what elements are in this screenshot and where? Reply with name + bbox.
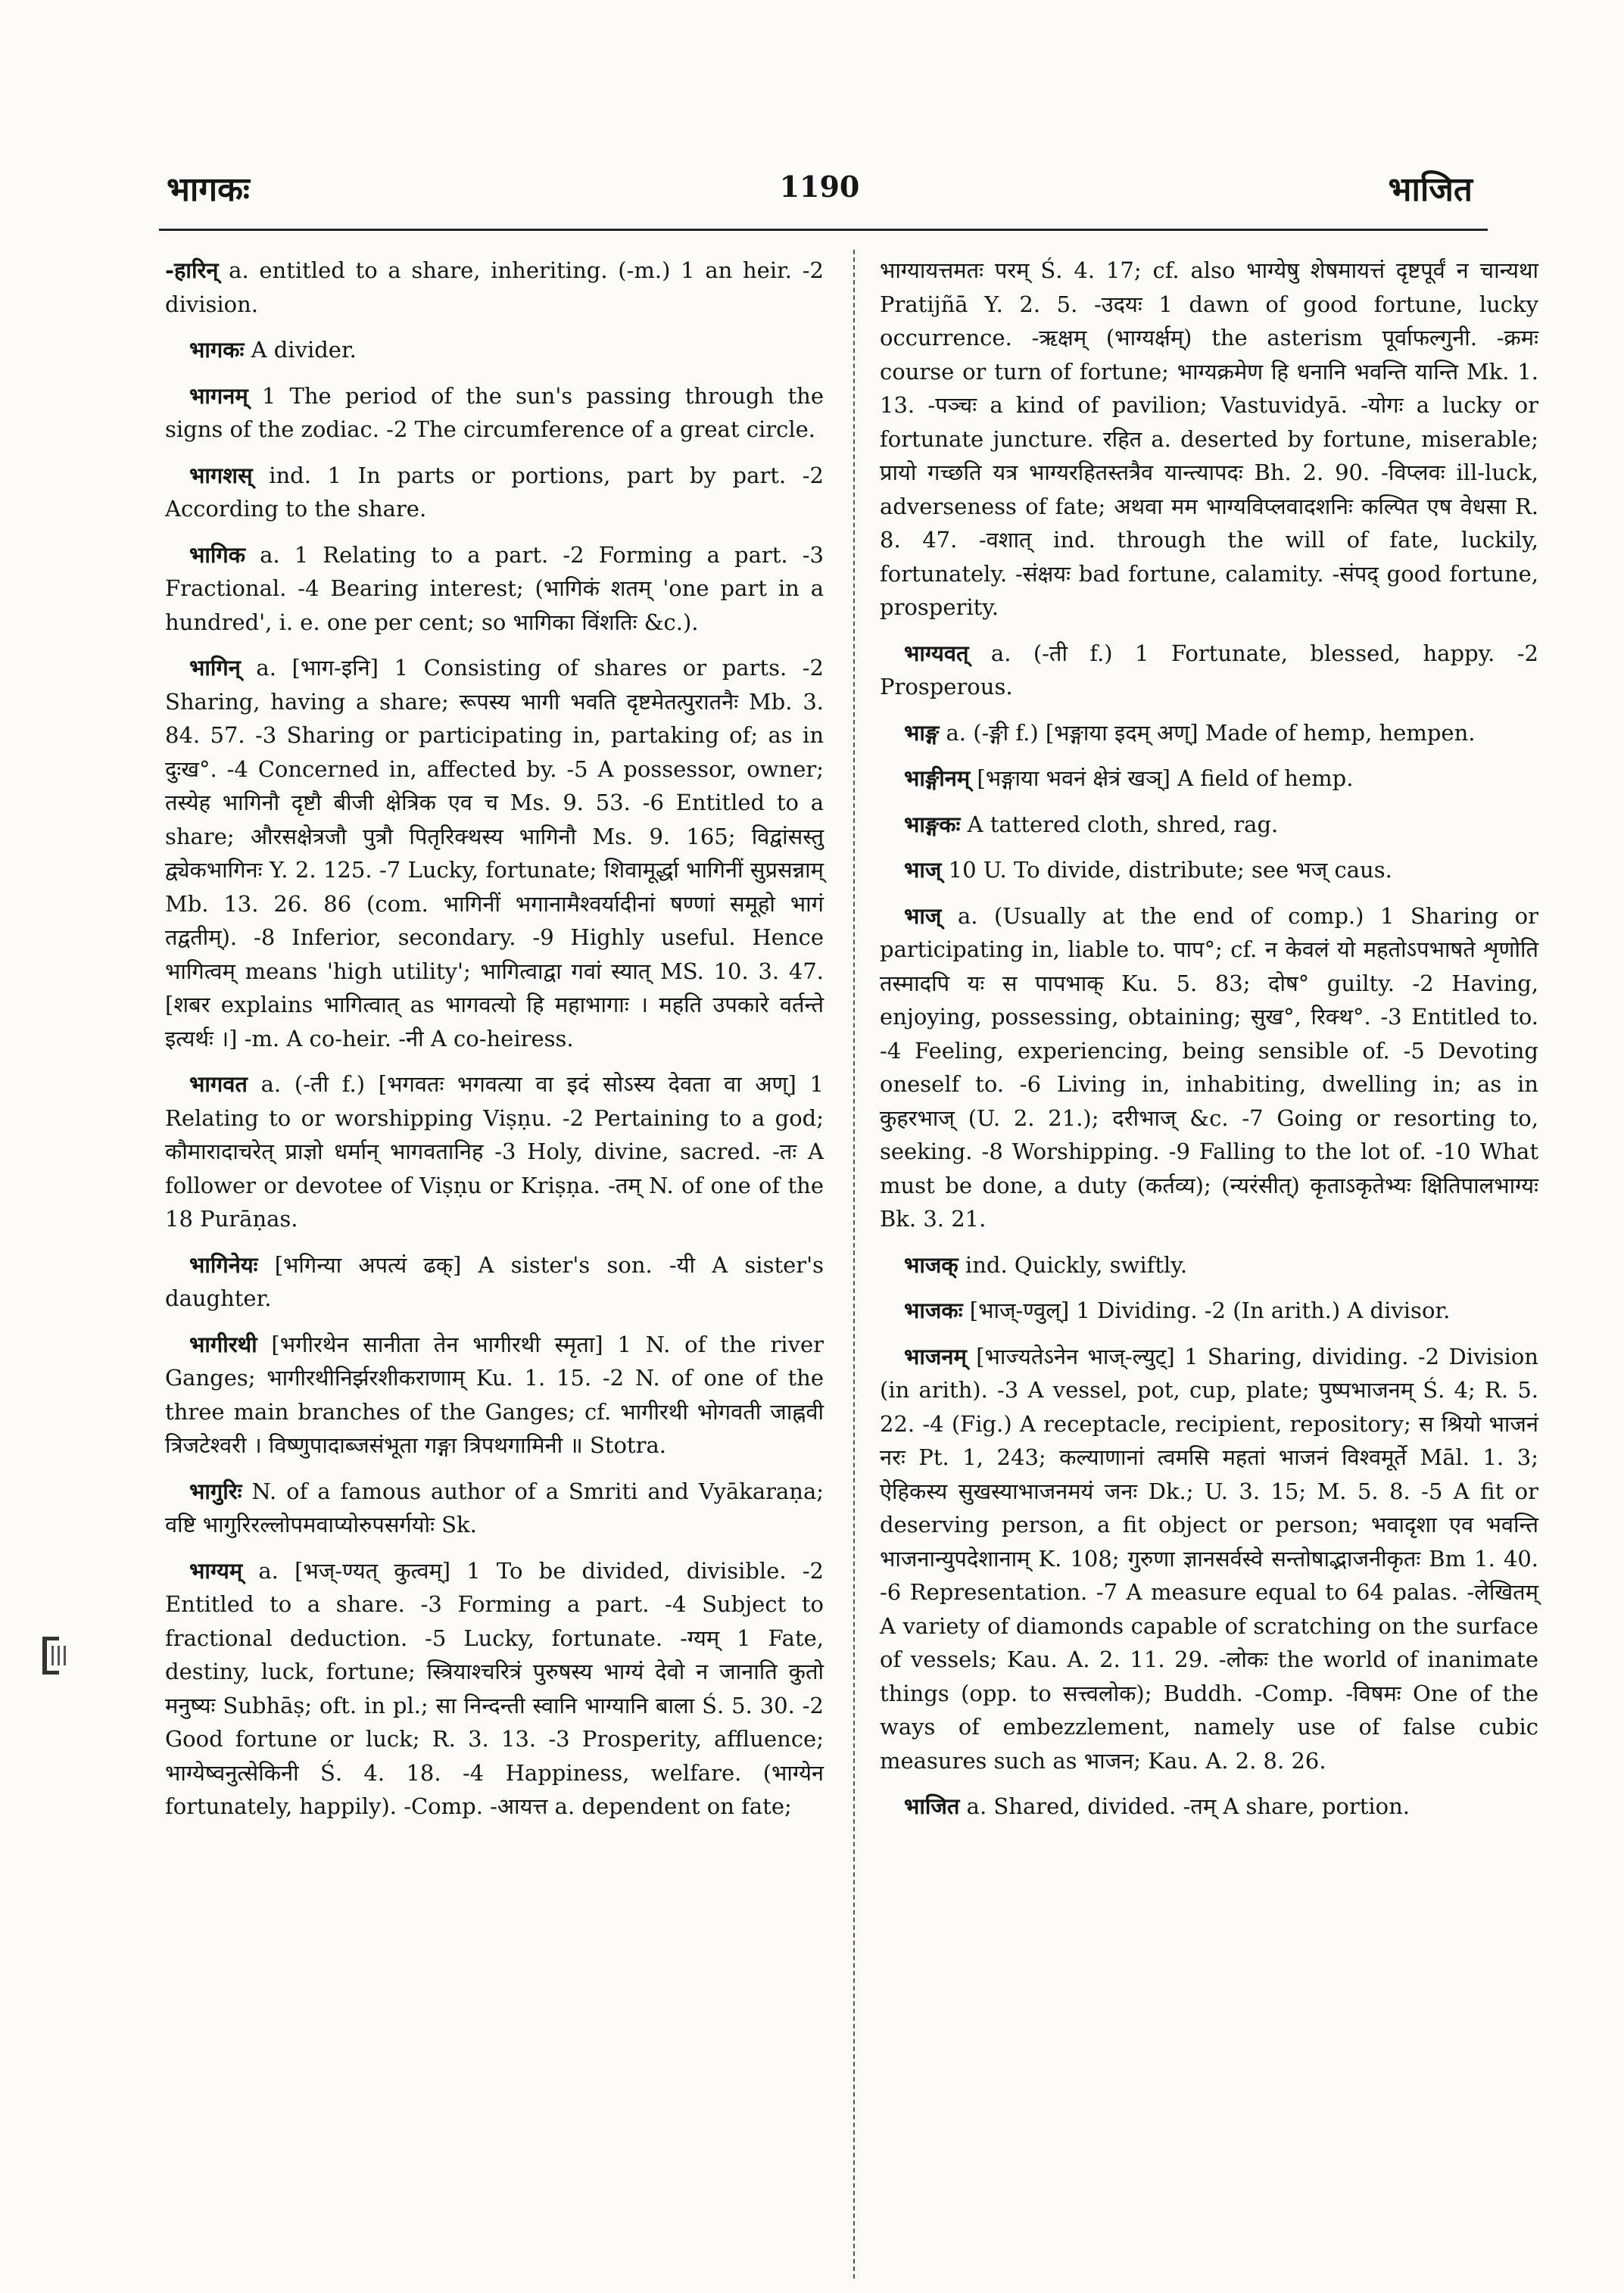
dictionary-entry xyxy=(165,459,824,526)
entry-definition: [भङ्गाया भवनं क्षेत्रं खञ्] A field of hemp. xyxy=(970,765,1354,791)
dictionary-entry xyxy=(165,538,824,640)
entry-definition: A tattered cloth, shred, rag. xyxy=(960,811,1279,837)
entry-definition: 1 The period of the sun's passing through the signs of the zodiac. -2 The circumference of a great circle. xyxy=(165,382,824,442)
entry-headword: भागवत xyxy=(189,1071,248,1097)
dictionary-entry xyxy=(880,1248,1538,1282)
entry-headword: भाजनम् xyxy=(904,1343,967,1369)
left-column xyxy=(165,254,824,1836)
header-right-headword: भाजित xyxy=(1388,170,1473,209)
entry-definition: a. (-ती f.) 1 Fortunate, blessed, happy. -2 Prosperous. xyxy=(880,640,1538,699)
dictionary-entry xyxy=(880,1790,1538,1824)
dictionary-entry xyxy=(165,1328,824,1463)
entry-definition: ind. Quickly, swiftly. xyxy=(958,1251,1188,1278)
entry-definition: 10 U. To divide, distribute; see भज् caus. xyxy=(941,857,1392,883)
entry-headword: भाजकः xyxy=(904,1298,963,1323)
entry-headword: भागिनेयः xyxy=(189,1251,258,1278)
right-column xyxy=(880,254,1538,1836)
dictionary-entry xyxy=(165,651,824,1055)
entry-headword: भाङ्गकः xyxy=(904,811,961,837)
entry-definition: a. (-ङ्गी f.) [भङ्गाया इदम् अण्] Made of hemp, hempen. xyxy=(939,719,1476,746)
entry-definition: a. (Usually at the end of comp.) 1 Sharing or participating in, liable to. पाप°; cf. न केवलं यो महतोऽपभाषते शृणोति तस्मादपि यः स पापभाक् Ku. 5. 83; दोष° guilty. -2 Having, enjoying, possessing, obtaining; सुख°, रिक्थ°. -3 Entitled to. -4 Feeling, experiencing, being sensible of. -5 Devoting oneself to. -6 Living in, inhabiting, dwelling in; as in कुहरभाज् (U. 2. 21.); दरीभाज् &c. -7 Going or resorting to, seeking. -8 Worshipping. -9 Falling to the lot of. -10 What must be done, a duty (कर्तव्य); (न्यरंसीत्) कृताऽकृतेभ्यः क्षितिपालभाग्यः Bk. 3. 21. xyxy=(880,902,1538,1232)
entry-definition: [भाज्यतेऽनेन भाज्-ल्युट्] 1 Sharing, dividing. -2 Division (in arith). -3 A vessel, pot, cup, plate; पुष्पभाजनम् Ś. 4; R. 5. 22. -4 (Fig.) A receptacle, recipient, repository; स श्रियो भाजनं नरः Pt. 1, 243; कल्याणानां त्वमसि महतां भाजनं विश्वमूर्ते Māl. 1. 3; ऐहिकस्य सुखस्याभाजनमयं जनः Dk.; U. 3. 15; M. 5. 8. -5 A fit or deserving person, a fit object or person; भवादृशा एव भवन्ति भाजनान्युपदेशानाम् K. 108; गुरुणा ज्ञानसर्वस्वे सन्तोषाद्भाजनीकृतः Bm 1. 40. -6 Representation. -7 A measure equal to 64 palas. -लेखितम् A variety of diamonds capable of scratching on the surface of vessels; Kau. A. 2. 11. 29. -लोकः the world of inanimate things (opp. to सत्त्वलोक); Buddh. -Comp. -विषमः One of the ways of embezzlement, namely use of false cubic measures such as भाजन; Kau. A. 2. 8. 26. xyxy=(880,1343,1538,1774)
entry-definition: a. [भाग-इनि] 1 Consisting of shares or parts. -2 Sharing, having a share; रूपस्य भागी भवति दृष्टमेतत्पुरातनैः Mb. 3. 84. 57. -3 Sharing or participating in, partaking of; as in दुःख°. -4 Concerned in, affected by. -5 A possessor, owner; तस्येह भागिनौ दृष्टौ बीजी क्षेत्रिक एव च Ms. 9. 53. -6 Entitled to a share; औरसक्षेत्रजौ पुत्रौ पितृरिक्थस्य भागिनौ Ms. 9. 165; विद्वांसस्तु द्व्येकभागिनः Y. 2. 125. -7 Lucky, fortunate; शिवामूर्द्धा भागिनीं सुप्रसन्नाम् Mb. 13. 26. 86 (com. भागिनीं भगानामैश्वर्यादीनां षण्णां समूहो भागं तद्वतीम्). -8 Inferior, secondary. -9 Highly useful. Hence भागित्वम् means 'high utility'; भागित्वाद्वा गवां स्यात् MS. 10. 3. 47. [शबर explains भागित्वात् as भागवत्यो हि महाभागाः । महति उपकारे वर्तन्ते इत्यर्थः ।] -m. A co-heir. -नी A co-heiress. xyxy=(165,655,824,1051)
dictionary-entry xyxy=(880,762,1538,796)
dictionary-entry xyxy=(880,899,1538,1236)
page-header xyxy=(167,165,1473,218)
entry-headword: भागकः xyxy=(189,337,245,363)
dictionary-entry xyxy=(165,1248,824,1316)
entry-definition: a. entitled to a share, inheriting. (-m.) 1 an heir. -2 division. xyxy=(165,257,824,317)
entry-headword: भाङ्ग xyxy=(904,719,940,746)
dictionary-entry xyxy=(165,1475,824,1542)
dictionary-entry xyxy=(165,379,824,447)
dictionary-entry xyxy=(880,853,1538,887)
entry-headword: भागशस् xyxy=(189,462,253,488)
column-divider xyxy=(853,250,855,2279)
entry-definition: [भगीरथेन सानीता तेन भागीरथी स्मृता] 1 N. of the river Ganges; भागीरथीनिर्झरशीकराणाम् Ku. 1. 15. -2 N. of one of the three main branches of the Ganges; cf. भागीरथी भोगवती जाह्नवी त्रिजटेश्वरी । विष्णुपादाब्जसंभूता गङ्गा त्रिपथगामिनी ॥ Stotra. xyxy=(165,1331,824,1458)
page-number: 1190 xyxy=(779,170,860,204)
dictionary-entry xyxy=(165,254,824,321)
dictionary-entry xyxy=(165,333,824,367)
entry-headword: भाजक् xyxy=(904,1251,959,1278)
entry-definition: ind. 1 In parts or portions, part by part. -2 According to the share. xyxy=(165,462,824,522)
entry-headword: भागिक xyxy=(189,541,246,568)
entry-headword: भाजित xyxy=(904,1793,960,1819)
dictionary-entry xyxy=(165,1554,824,1824)
entry-definition: a. [भज्-ण्यत् कुत्वम्] 1 To be divided, divisible. -2 Entitled to a share. -3 Forming a part. -4 Subject to fractional deduction. -5 Lucky, fortunate. -ग्यम् 1 Fate, destiny, luck, fortune; स्त्रियाश्चरित्रं पुरुषस्य भाग्यं देवो न जानाति कुतो मनुष्यः Subhāṣ; oft. in pl.; सा निन्दन्ती स्वानि भाग्यानि बाला Ś. 5. 30. -2 Good fortune or luck; R. 3. 13. -3 Prosperity, affluence; भाग्येष्वनुत्सेकिनी Ś. 4. 18. -4 Happiness, welfare. (भाग्येन fortunately, happily). -Comp. -आयत्त a. dependent on fate; xyxy=(165,1557,824,1819)
entry-headword: भाज् xyxy=(904,902,942,929)
dictionary-entry xyxy=(880,1340,1538,1778)
dictionary-entry xyxy=(880,637,1538,704)
dictionary-entry xyxy=(165,1067,824,1236)
entry-headword: भागनम् xyxy=(189,382,248,409)
dictionary-entry xyxy=(880,808,1538,842)
margin-bracket-icon xyxy=(39,1635,71,1676)
entry-definition: A divider. xyxy=(244,337,357,363)
entry-definition: [भाज्-ण्वुल्] 1 Dividing. -2 (In arith.) A divisor. xyxy=(962,1298,1451,1323)
entry-headword: भागीरथी xyxy=(189,1331,257,1357)
entry-headword: भाज् xyxy=(904,857,942,883)
header-left-headword: भागकः xyxy=(167,170,250,209)
entry-headword: भाग्यवत् xyxy=(904,640,969,666)
dictionary-entry xyxy=(880,254,1538,625)
entry-headword: -हारिन् xyxy=(165,257,219,283)
entry-headword: भागुरिः xyxy=(189,1478,242,1504)
header-rule xyxy=(159,229,1488,231)
entry-definition: a. Shared, divided. -तम् A share, portion. xyxy=(959,1793,1410,1819)
entry-definition: a. 1 Relating to a part. -2 Forming a part. -3 Fractional. -4 Bearing interest; (भागिकं शतम् 'one part in a hundred', i. e. one per cent; so भागिका विंशतिः &c.). xyxy=(165,541,824,635)
dictionary-entry xyxy=(880,716,1538,750)
entry-headword: भाग्यम् xyxy=(189,1557,243,1584)
entry-definition: a. (-ती f.) [भगवतः भगवत्या वा इदं सोऽस्य देवता वा अण्] 1 Relating to or worshipping Viṣṇu. -2 Pertaining to a god; कौमारादाचरेत् प्राज्ञो धर्मान् भागवतानिह -3 Holy, divine, sacred. -तः A follower or devotee of Viṣṇu or Kriṣṇa. -तम् N. of one of the 18 Purāṇas. xyxy=(165,1071,824,1232)
dictionary-entry xyxy=(880,1294,1538,1328)
entry-definition: [भगिन्या अपत्यं ढक्] A sister's son. -यी A sister's daughter. xyxy=(165,1251,824,1311)
entry-definition: भाग्यायत्तमतः परम् Ś. 4. 17; cf. also भाग्येषु शेषमायत्तं दृष्टपूर्वं न चान्यथा Pratijñā Y. 2. 5. -उदयः 1 dawn of good fortune, lucky occurrence. -ऋक्षम् (भाग्यर्क्षम्) the asterism पूर्वाफल्गुनी. -क्रमः course or turn of fortune; भाग्यक्रमेण हि धनानि भवन्ति यान्ति Mk. 1. 13. -पञ्चः a kind of pavilion; Vastuvidyā. -योगः a lucky or fortunate juncture. रहित a. deserted by fortune, miserable; प्रायो गच्छति यत्र भाग्यरहितस्तत्रैव यान्त्यापदः Bh. 2. 90. -विप्लवः ill-luck, adverseness of fate; अथवा मम भाग्यविप्लवादशनिः कल्पित एष वेधसा R. 8. 47. -वशात् ind. through the will of fate, luckily, fortunately. -संक्षयः bad fortune, calamity. -संपद् good fortune, prosperity. xyxy=(880,257,1538,620)
entry-headword: भागिन् xyxy=(189,655,241,681)
entry-definition: N. of a famous author of a Smriti and Vyākaraṇa; वष्टि भागुरिरल्लोपमवाप्योरुपसर्गयोः Sk. xyxy=(165,1478,824,1537)
entry-headword: भाङ्गीनम् xyxy=(904,765,971,791)
